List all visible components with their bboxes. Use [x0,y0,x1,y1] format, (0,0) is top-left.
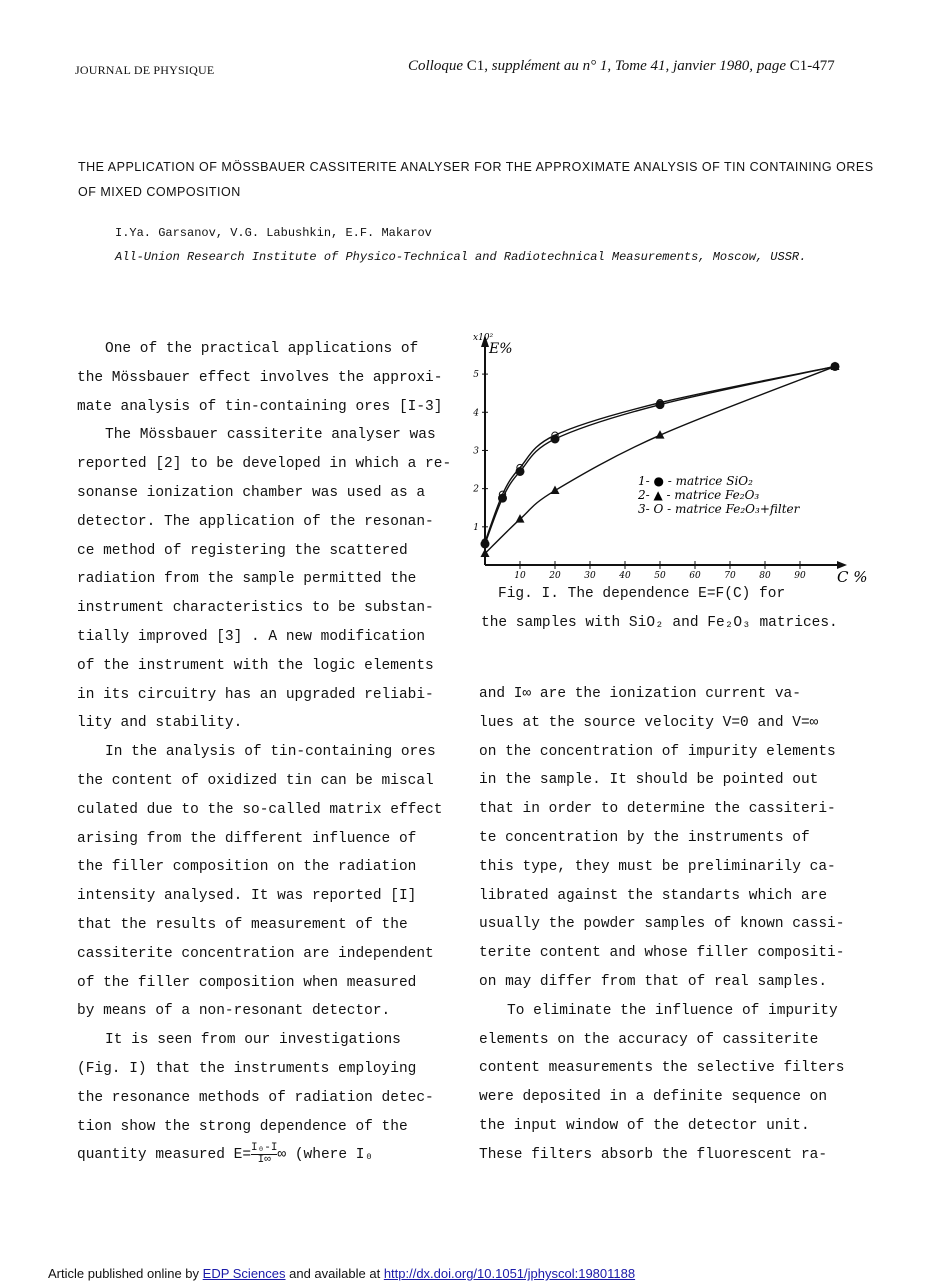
text-line: and I∞ are the ionization current va- [479,686,801,702]
text-line: detector. The application of the resonan- [77,513,434,530]
doi-link[interactable]: http://dx.doi.org/10.1051/jphyscol:19801188 [383,1266,636,1281]
text-line: of the instrument with the logic elements [77,657,434,674]
data-point-triangle [551,486,560,495]
formula-suffix: ∞ (where I₀ [277,1147,374,1164]
figure-chart [460,333,868,590]
text-line: that the results of measurement of the [77,916,408,933]
colloque-c1: C1, [463,58,489,74]
footer [48,1266,635,1281]
text-line: ce method of registering the scattered [77,542,408,559]
text-line: cassiterite concentration are independent [77,945,434,962]
text-line: on the concentration of impurity elements [479,743,836,760]
y-axis-label: E% [489,341,513,357]
text-line: elements on the accuracy of cassiterite [479,1031,819,1048]
y-axis-multiplier: x10² [473,333,494,343]
chart-svg [460,333,868,586]
series-line-2 [485,366,835,553]
legend-entry-2: 2- ▲ - matrice Fe₂O₃ [638,488,760,502]
text-line: mate analysis of tin-containing ores [I-3] [77,398,443,415]
formula-fraction [251,1143,277,1166]
x-tick-label: 30 [584,571,596,581]
legend-entry-3: 3- O - matrice Fe₂O₃+filter [638,502,800,516]
text-line: that in order to determine the cassiteri- [479,801,836,818]
colloque-label: Colloque [408,58,463,74]
text-line: To eliminate the influence of impurity [507,1002,838,1019]
authors: I.Ya. Garsanov, V.G. Labushkin, E.F. Makarov [115,226,432,240]
text-line: of the filler composition when measured [77,974,417,991]
text-line: the resonance methods of radiation detec- [77,1089,434,1106]
affiliation: All-Union Research Institute of Physico-Technical and Radiotechnical Measurements, Moscow, USSR. [115,250,807,264]
text-line: terite content and whose filler compositi- [479,945,845,962]
x-tick-label: 80 [759,571,771,581]
figure-caption-line-2: the samples with SiO₂ and Fe₂O₃ matrices. [481,615,838,631]
text-line: by means of a non-resonant detector. [77,1003,391,1020]
fraction-denominator: I∞ [251,1154,277,1166]
x-tick-label: 70 [724,571,736,581]
issue-info [408,58,835,75]
text-line: the Mössbauer effect involves the approxi- [77,369,443,386]
text-line: content measurements the selective filters [479,1060,845,1077]
text-line: the input window of the detector unit. [479,1117,810,1134]
formula-prefix: quantity measured E= [77,1147,252,1164]
text-line: These filters absorb the fluorescent ra- [479,1146,828,1163]
x-tick-label: 20 [549,571,561,581]
x-tick-label: 40 [619,571,631,581]
page-number: C1-477 [785,58,835,74]
text-line: the filler composition on the radiation [77,859,417,876]
fraction-numerator: I₀-I [251,1141,278,1154]
y-tick-label: 1 [473,522,479,533]
right-column [479,680,869,1170]
formula-line [77,1141,457,1170]
text-line: It is seen from our investigations [105,1032,401,1049]
page-label: page [753,58,786,74]
text-line: te concentration by the instruments of [479,829,810,846]
text-line: were deposited in a definite sequence on [479,1089,828,1106]
text-line: The Mössbauer cassiterite analyser was [105,427,436,444]
text-line: reported [2] to be developed in which a re- [77,456,452,473]
text-line: culated due to the so-called matrix effect [77,801,443,818]
text-line: instrument characteristics to be substan- [77,600,434,617]
text-line: on may differ from that of real samples. [479,973,828,990]
y-tick-label: 3 [473,446,479,457]
text-line: radiation from the sample permitted the [77,571,417,588]
y-tick-label: 2 [473,484,479,495]
x-tick-label: 50 [654,571,666,581]
text-line: librated against the standarts which are [479,887,828,904]
text-line: in its circuitry has an upgraded reliabi- [77,686,434,703]
text-line: the content of oxidized tin can be miscal [77,772,434,789]
text-line: usually the powder samples of known cassi- [479,916,845,933]
supplement: supplément au n° 1, [488,58,612,74]
x-axis-label: C % [837,568,868,586]
text-line: One of the practical applications of [105,341,419,357]
x-tick-label: 10 [514,571,526,581]
x-tick-label: 60 [689,571,701,581]
paper-title-line-2: OF MIXED COMPOSITION [78,185,241,199]
paper-title-line-1: THE APPLICATION OF MÖSSBAUER CASSITERITE ANALYSER FOR THE APPROXIMATE ANALYSIS OF TIN CONTAINING ORES [78,160,874,174]
text-line: lity and stability. [77,715,243,732]
text-line: arising from the different influence of [77,830,417,847]
footer-middle: and available at [285,1266,384,1281]
text-line: intensity analysed. It was reported [I] [77,888,417,905]
y-tick-label: 5 [473,370,479,381]
y-tick-label: 4 [473,408,479,419]
text-line: this type, they must be preliminarily ca- [479,858,836,875]
journal-name: JOURNAL DE PHYSIQUE [75,63,215,77]
text-line: lues at the source velocity V=0 and V=∞ [479,714,819,731]
legend-entry-1: 1- ● - matrice SiO₂ [638,474,753,488]
date: janvier 1980, [669,58,754,74]
text-line: in the sample. It should be pointed out [479,772,819,789]
left-column [77,335,457,1170]
text-line: tion show the strong dependence of the [77,1118,408,1135]
text-line: tially improved [3] . A new modification [77,628,426,645]
figure-caption-line-1: Fig. I. The dependence E=F(C) for [498,586,786,602]
x-tick-label: 90 [794,571,806,581]
text-line: (Fig. I) that the instruments employing [77,1060,417,1077]
edp-sciences-link[interactable]: EDP Sciences [202,1266,286,1281]
series-line-1 [485,366,835,544]
text-line: In the analysis of tin-containing ores [105,744,436,761]
tome: Tome 41, [611,58,670,74]
footer-prefix: Article published online by [48,1266,203,1281]
text-line: sonanse ionization chamber was used as a [77,484,426,501]
